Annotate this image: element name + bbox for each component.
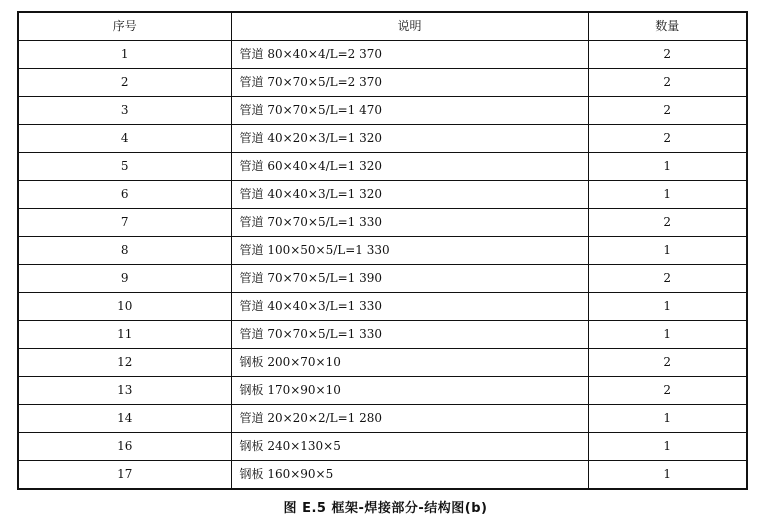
serial-no-cell: 17 xyxy=(18,461,231,490)
table-row xyxy=(18,405,747,433)
description-cell: 管道 70×70×5/L=1 470 xyxy=(231,97,588,125)
description-cell: 管道 40×40×3/L=1 330 xyxy=(231,293,588,321)
table-row xyxy=(18,41,747,69)
quantity-cell: 2 xyxy=(588,69,747,97)
serial-no-cell: 4 xyxy=(18,125,231,153)
parts-table-container xyxy=(17,11,746,490)
table-row xyxy=(18,69,747,97)
quantity-cell: 2 xyxy=(588,41,747,69)
table-row xyxy=(18,97,747,125)
table-row xyxy=(18,153,747,181)
quantity-cell: 2 xyxy=(588,377,747,405)
quantity-cell: 2 xyxy=(588,209,747,237)
quantity-cell: 1 xyxy=(588,153,747,181)
serial-no-cell: 8 xyxy=(18,237,231,265)
serial-no-cell: 11 xyxy=(18,321,231,349)
description-cell: 管道 100×50×5/L=1 330 xyxy=(231,237,588,265)
table-row xyxy=(18,377,747,405)
quantity-cell: 1 xyxy=(588,237,747,265)
description-cell: 钢板 160×90×5 xyxy=(231,461,588,490)
serial-no-cell: 1 xyxy=(18,41,231,69)
serial-no-cell: 13 xyxy=(18,377,231,405)
quantity-cell: 1 xyxy=(588,321,747,349)
table-header-row xyxy=(18,12,747,41)
description-cell: 钢板 240×130×5 xyxy=(231,433,588,461)
figure-caption: 图 E.5 框架-焊接部分-结构图(b) xyxy=(283,501,488,516)
serial-no-cell: 16 xyxy=(18,433,231,461)
serial-no-cell: 12 xyxy=(18,349,231,377)
quantity-cell: 2 xyxy=(588,265,747,293)
serial-no-cell: 7 xyxy=(18,209,231,237)
table-row xyxy=(18,293,747,321)
serial-no-cell: 6 xyxy=(18,181,231,209)
table-row xyxy=(18,461,747,490)
serial-no-cell: 2 xyxy=(18,69,231,97)
quantity-cell: 1 xyxy=(588,433,747,461)
table-row xyxy=(18,349,747,377)
quantity-cell: 2 xyxy=(588,349,747,377)
table-row xyxy=(18,433,747,461)
serial-no-cell: 10 xyxy=(18,293,231,321)
description-cell: 管道 70×70×5/L=1 330 xyxy=(231,321,588,349)
description-cell: 钢板 200×70×10 xyxy=(231,349,588,377)
description-cell: 管道 20×20×2/L=1 280 xyxy=(231,405,588,433)
table-row xyxy=(18,125,747,153)
description-cell: 管道 80×40×4/L=2 370 xyxy=(231,41,588,69)
table-row xyxy=(18,321,747,349)
description-cell: 管道 40×20×3/L=1 320 xyxy=(231,125,588,153)
table-row xyxy=(18,209,747,237)
serial-no-cell: 14 xyxy=(18,405,231,433)
parts-table xyxy=(17,11,748,490)
serial-no-cell: 9 xyxy=(18,265,231,293)
table-row xyxy=(18,181,747,209)
quantity-cell: 2 xyxy=(588,97,747,125)
description-cell: 管道 40×40×3/L=1 320 xyxy=(231,181,588,209)
quantity-cell: 1 xyxy=(588,461,747,490)
quantity-cell: 1 xyxy=(588,293,747,321)
serial-no-cell: 5 xyxy=(18,153,231,181)
header-description: 说明 xyxy=(231,12,588,41)
description-cell: 管道 70×70×5/L=2 370 xyxy=(231,69,588,97)
serial-no-cell: 3 xyxy=(18,97,231,125)
quantity-cell: 1 xyxy=(588,181,747,209)
quantity-cell: 2 xyxy=(588,125,747,153)
description-cell: 管道 70×70×5/L=1 330 xyxy=(231,209,588,237)
description-cell: 钢板 170×90×10 xyxy=(231,377,588,405)
header-quantity: 数量 xyxy=(588,12,747,41)
description-cell: 管道 60×40×4/L=1 320 xyxy=(231,153,588,181)
table-row xyxy=(18,237,747,265)
header-serial-no: 序号 xyxy=(18,12,231,41)
description-cell: 管道 70×70×5/L=1 390 xyxy=(231,265,588,293)
table-row xyxy=(18,265,747,293)
quantity-cell: 1 xyxy=(588,405,747,433)
